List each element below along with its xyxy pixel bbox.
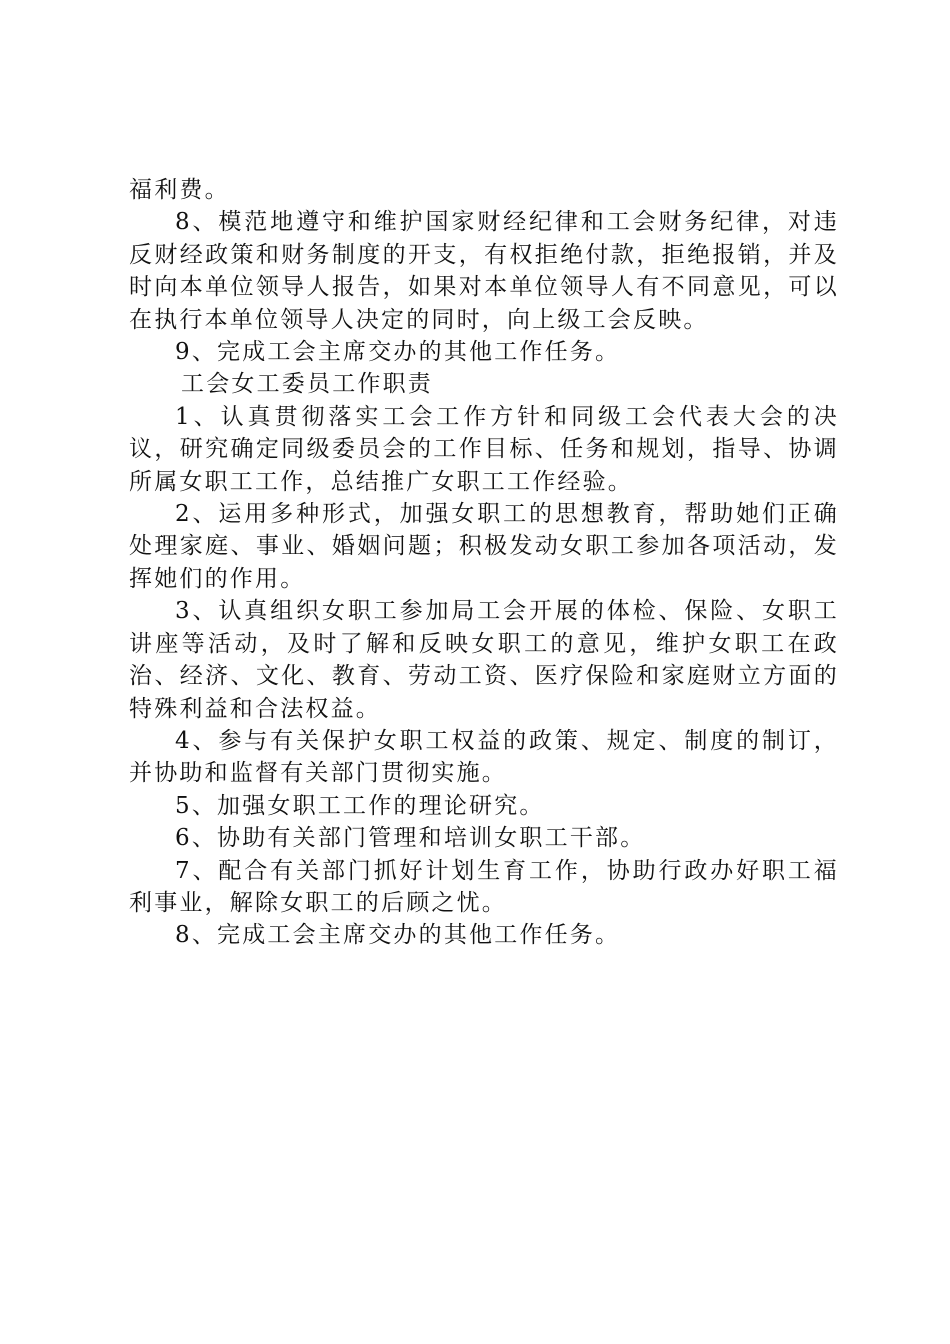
paragraph-item-2: 2、运用多种形式，加强女职工的思想教育，帮助她们正确处理家庭、事业、婚姻问题；积极发动女职工参加各项活动，发挥她们的作用。 (129, 501, 839, 592)
paragraph-item-8-other-tasks: 8、完成工会主席交办的其他工作任务。 (175, 922, 621, 949)
paragraph-continuation: 福利费。 (129, 177, 230, 203)
paragraph-item-9-other-tasks: 9、完成工会主席交办的其他工作任务。 (175, 339, 621, 366)
section-heading: 工会女工委员工作职责 (181, 371, 433, 398)
paragraph-item-4: 4、参与有关保护女职工权益的政策、规定、制度的制订，并协助和监督有关部门贯彻实施。 (129, 727, 839, 787)
paragraph-item-5: 5、加强女职工工作的理论研究。 (175, 792, 545, 819)
document-body (129, 174, 839, 952)
paragraph-item-8-finance-discipline: 8、模范地遵守和维护国家财经纪律和工会财务纪律，对违反财经政策和财务制度的开支，有权拒绝付款，拒绝报销，并及时向本单位领导人报告，如果对本单位领导人有不同意见，可以在执行本单位领导人决定的同时，向上级工会反映。 (129, 209, 839, 333)
paragraph-item-6: 6、协助有关部门管理和培训女职工干部。 (175, 825, 646, 852)
paragraph-item-1: 1、认真贯彻落实工会工作方针和同级工会代表大会的决议，研究确定同级委员会的工作目标、任务和规划，指导、协调所属女职工工作，总结推广女职工工作经验。 (129, 403, 839, 495)
paragraph-item-7: 7、配合有关部门抓好计划生育工作，协助行政办好职工福利事业，解除女职工的后顾之忧。 (129, 857, 839, 916)
paragraph-item-3: 3、认真组织女职工参加局工会开展的体检、保险、女职工讲座等活动，及时了解和反映女职工的意见，维护女职工在政治、经济、文化、教育、劳动工资、医疗保险和家庭财立方面的特殊利益和合法权益。 (129, 598, 839, 722)
